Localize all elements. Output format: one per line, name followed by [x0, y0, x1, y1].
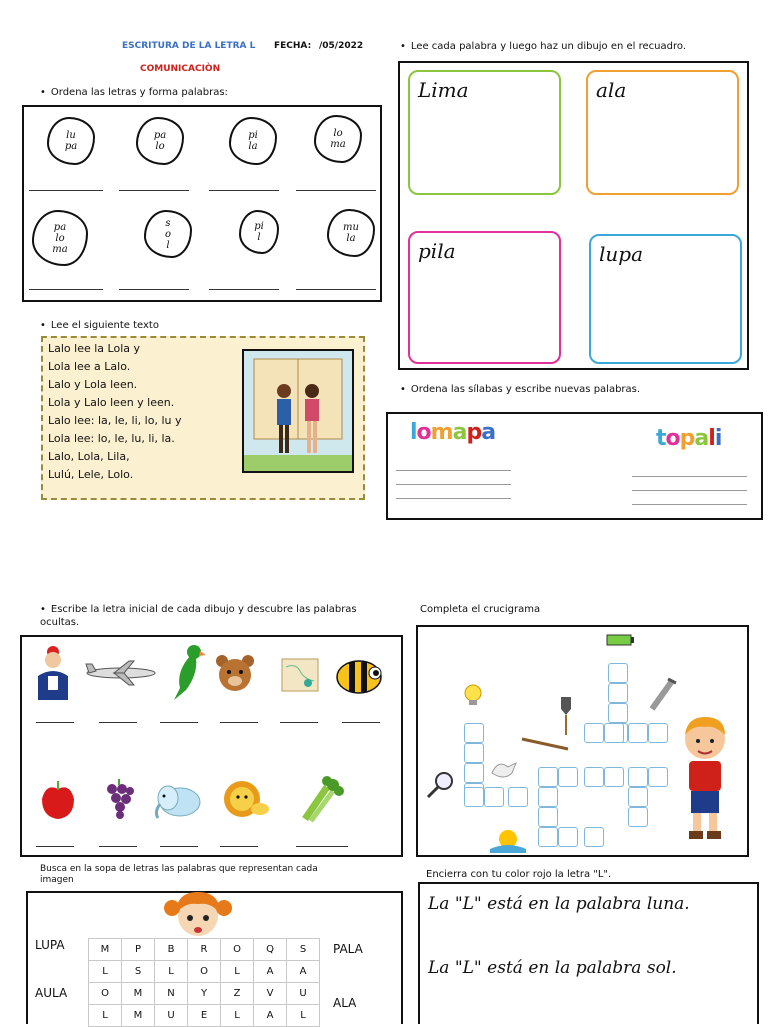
grid-cell[interactable]: A	[254, 961, 287, 983]
shovel-icon	[558, 695, 574, 737]
crossword-cell[interactable]	[538, 787, 558, 807]
word-search-word: LUPA	[35, 938, 65, 952]
crossword-cell[interactable]	[484, 787, 504, 807]
syllable-word-b	[656, 426, 721, 451]
order-letters-box	[22, 105, 382, 302]
initial-letter-box	[20, 635, 403, 857]
word-search-word: AULA	[35, 986, 68, 1000]
syllable-letter: o	[416, 420, 431, 445]
grid-cell[interactable]: S	[122, 961, 155, 983]
grapes-icon	[102, 777, 136, 821]
sun-icon	[488, 823, 528, 853]
grid-cell[interactable]: O	[188, 961, 221, 983]
date-value: /05/2022	[319, 41, 364, 51]
crossword-cell[interactable]	[648, 767, 668, 787]
letter-blob: pi la	[229, 117, 277, 165]
bear-icon	[212, 653, 258, 697]
order-letters-instruction: • Ordena las letras y forma palabras:	[40, 86, 228, 99]
grid-cell[interactable]: M	[89, 939, 122, 961]
read-text-instruction: • Lee el siguiente texto	[40, 319, 159, 332]
reading-line: Lulú, Lele, Lolo.	[48, 468, 134, 481]
crossword-cell[interactable]	[584, 827, 604, 847]
grid-cell[interactable]: P	[122, 939, 155, 961]
syllable-letter: o	[665, 426, 680, 451]
crossword-cell[interactable]	[608, 683, 628, 703]
crossword-cell[interactable]	[628, 807, 648, 827]
map-icon	[280, 657, 320, 693]
grid-cell[interactable]: Q	[254, 939, 287, 961]
letter-blob: lu pa	[47, 117, 95, 165]
stick-icon	[520, 735, 570, 751]
syllable-letter: l	[708, 426, 715, 451]
grid-cell[interactable]: L	[89, 1005, 122, 1027]
grid-cell[interactable]: Z	[221, 983, 254, 1005]
grater-icon	[648, 677, 678, 711]
letter-blob: mu la	[327, 209, 375, 257]
letter-blob: pa lo	[136, 117, 184, 165]
grid-cell[interactable]: L	[221, 1005, 254, 1027]
read-draw-box	[398, 61, 749, 370]
grid-cell[interactable]: L	[287, 1005, 320, 1027]
subject-title: COMUNICACIÒN	[140, 64, 221, 74]
circle-l-instruction: Encierra con tu color rojo la letra "L".	[426, 869, 612, 880]
grid-row	[89, 983, 320, 1005]
letter-blob: pa lo ma	[32, 210, 88, 266]
reading-book-illustration	[242, 349, 354, 473]
crossword-cell[interactable]	[558, 827, 578, 847]
crossword-cell[interactable]	[464, 723, 484, 743]
date-label: FECHA:	[274, 41, 312, 51]
grid-cell[interactable]: L	[155, 961, 188, 983]
letter-blob: lo ma	[314, 115, 362, 163]
draw-area-lima[interactable]: Lima	[408, 70, 561, 195]
circle-l-box	[418, 882, 759, 1024]
grid-cell[interactable]: A	[287, 961, 320, 983]
girl-icon	[160, 888, 236, 940]
grid-cell[interactable]: N	[155, 983, 188, 1005]
crossword-cell[interactable]	[464, 743, 484, 763]
syllable-letter: l	[410, 420, 417, 445]
grid-row	[89, 939, 320, 961]
reading-line: Lalo, Lola, Lila,	[48, 450, 130, 463]
letter-blob: s o l	[144, 210, 192, 258]
crossword-cell[interactable]	[558, 767, 578, 787]
writing-line[interactable]: La "L" está en la palabra luna.	[428, 894, 690, 914]
crossword-cell[interactable]	[584, 767, 604, 787]
syllable-letter: m	[430, 420, 453, 445]
syllables-instruction: • Ordena las sílabas y escribe nuevas palabras.	[400, 383, 640, 396]
crossword-cell[interactable]	[628, 787, 648, 807]
grid-cell[interactable]: U	[287, 983, 320, 1005]
syllable-letter: t	[656, 426, 666, 451]
parrot-icon	[166, 642, 208, 700]
grid-row	[89, 1005, 320, 1027]
grid-row	[89, 961, 320, 983]
syllable-letter: a	[694, 426, 709, 451]
word-search-word: ALA	[333, 996, 357, 1010]
grid-cell[interactable]: V	[254, 983, 287, 1005]
elephant-icon	[152, 782, 204, 820]
syllable-letter: p	[466, 420, 482, 445]
grid-cell[interactable]: L	[89, 961, 122, 983]
crossword-cell[interactable]	[648, 723, 668, 743]
crossword-cell[interactable]	[608, 703, 628, 723]
crossword-cell[interactable]	[628, 723, 648, 743]
grid-cell[interactable]: A	[254, 1005, 287, 1027]
worksheet-title: ESCRITURA DE LA LETRA L	[122, 41, 256, 51]
syllable-letter: a	[452, 420, 467, 445]
crossword-cell[interactable]	[464, 787, 484, 807]
crossword-cell[interactable]	[604, 767, 624, 787]
syllable-word-a	[410, 420, 495, 445]
battery-icon	[606, 633, 636, 647]
reading-line: Lola lee a Lalo.	[48, 360, 131, 373]
grid-cell[interactable]: Y	[188, 983, 221, 1005]
crossword-cell[interactable]	[538, 807, 558, 827]
grid-cell[interactable]: S	[287, 939, 320, 961]
word-search-grid	[88, 938, 320, 1027]
grid-cell[interactable]: O	[221, 939, 254, 961]
bulb-icon	[462, 683, 484, 707]
grid-cell[interactable]: L	[221, 961, 254, 983]
grid-cell[interactable]: B	[155, 939, 188, 961]
crossword-box	[416, 625, 749, 857]
syllable-letter: a	[481, 420, 496, 445]
grid-cell[interactable]: U	[155, 1005, 188, 1027]
crossword-cell[interactable]	[584, 723, 604, 743]
crossword-cell[interactable]	[608, 663, 628, 683]
grid-cell[interactable]: E	[188, 1005, 221, 1027]
draw-area-pila[interactable]: pila	[408, 231, 561, 364]
magnifier-icon	[426, 769, 456, 799]
crossword-cell[interactable]	[508, 787, 528, 807]
syllable-letter: i	[714, 426, 722, 451]
bird-icon	[488, 757, 518, 783]
letter-blob: pi l	[239, 210, 279, 254]
syllable-letter: p	[679, 426, 695, 451]
draw-area-lupa[interactable]: lupa	[589, 234, 742, 364]
reading-line: Lola y Lalo leen y leen.	[48, 396, 175, 409]
read-draw-instruction: • Lee cada palabra y luego haz un dibujo en el recuadro.	[400, 40, 686, 53]
word-search-instruction: Busca en la sopa de letras las palabras que representan cada imagen	[40, 864, 318, 885]
airplane-icon	[84, 659, 158, 687]
bee-icon	[335, 655, 387, 695]
reading-line: Lalo y Lola leen.	[48, 378, 138, 391]
crossword-cell[interactable]	[628, 767, 648, 787]
crossword-cell[interactable]	[604, 723, 624, 743]
writing-line[interactable]: La "L" está en la palabra sol.	[428, 958, 677, 978]
grid-cell[interactable]: O	[89, 983, 122, 1005]
crossword-cell[interactable]	[538, 827, 558, 847]
word-search-word: PALA	[333, 942, 363, 956]
reading-line: Lalo lee la Lola y	[48, 342, 141, 355]
crossword-cell[interactable]	[464, 763, 484, 783]
celery-icon	[299, 773, 347, 823]
reading-line: Lola lee: lo, le, lu, li, la.	[48, 432, 175, 445]
crossword-instruction: Completa el crucigrama	[420, 604, 541, 615]
grid-cell[interactable]: M	[122, 983, 155, 1005]
grid-cell[interactable]: R	[188, 939, 221, 961]
nurse-icon	[32, 642, 74, 700]
boy-icon	[673, 713, 737, 843]
initial-letter-instruction: • Escribe la letra inicial de cada dibujo y descubre las palabras ocultas.	[40, 603, 360, 629]
grid-cell[interactable]: M	[122, 1005, 155, 1027]
crossword-cell[interactable]	[538, 767, 558, 787]
lion-icon	[220, 779, 270, 821]
reading-line: Lalo lee: la, le, li, lo, lu y	[48, 414, 182, 427]
apple-icon	[40, 779, 76, 821]
draw-area-ala[interactable]: ala	[586, 70, 739, 195]
